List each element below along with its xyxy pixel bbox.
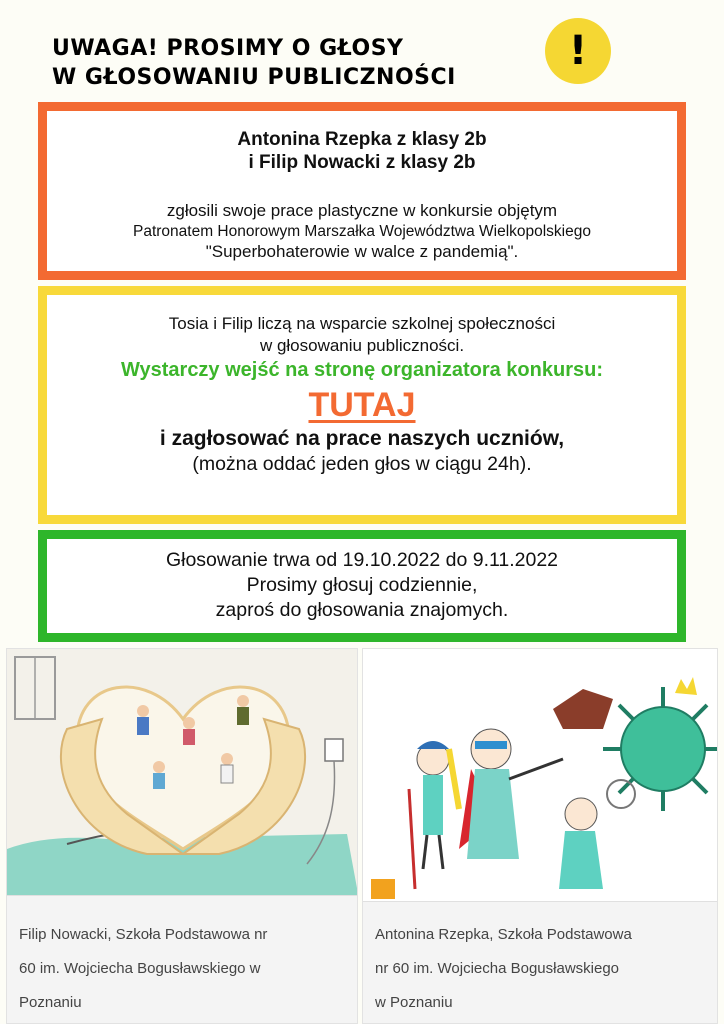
caption-line: Poznaniu	[19, 994, 82, 1011]
caption-line: nr 60 im. Wojciecha Bogusławskiego	[375, 960, 620, 977]
instruction-text: Wystarczy wejść na stronę organizatora konkursu:	[120, 359, 603, 381]
artwork-caption-antonina	[363, 901, 717, 1023]
page-heading	[52, 34, 522, 92]
voting-dates-text: Głosowanie trwa od 19.10.2022 do 9.11.2022	[165, 549, 559, 571]
caption-line: Antonina Rzepka, Szkoła Podstawowa	[375, 926, 632, 943]
heading-line-1: UWAGA! PROSIMY O GŁOSY	[52, 36, 404, 61]
voting-period-box	[38, 530, 686, 642]
drawing-hands-heart-image	[7, 649, 358, 899]
contest-title: "Superbohaterowie w walce z pandemią".	[205, 242, 519, 261]
submission-text: zgłosili swoje prace plastyczne w konkursie objętym	[166, 201, 558, 220]
invite-friends-text: zaproś do głosowania znajomych.	[215, 599, 509, 621]
vote-for-students-text: i zagłosować na prace naszych uczniów,	[159, 427, 565, 450]
caption-line: w Poznaniu	[375, 994, 453, 1011]
vote-link[interactable]: TUTAJ	[308, 386, 416, 424]
voting-info-box	[38, 286, 686, 524]
heading-line-2: W GŁOSOWANIU PUBLICZNOŚCI	[52, 65, 456, 90]
patronage-text: Patronatem Honorowym Marszałka Województwa Wielkopolskiego	[132, 223, 591, 240]
artwork-card-filip	[6, 648, 358, 1024]
public-vote-text: w głosowaniu publiczności.	[259, 336, 465, 355]
artwork-caption-filip	[7, 895, 357, 1023]
support-text: Tosia i Filip liczą na wsparcie szkolnej społeczności	[168, 314, 556, 333]
student-1-line: Antonina Rzepka z klasy 2b	[237, 129, 487, 150]
announcement-box	[38, 102, 686, 280]
student-2-line: i Filip Nowacki z klasy 2b	[248, 152, 476, 173]
caption-line: 60 im. Wojciecha Bogusławskiego w	[19, 960, 261, 977]
caption-line: Filip Nowacki, Szkoła Podstawowa nr	[19, 926, 268, 943]
daily-vote-text: Prosimy głosuj codziennie,	[246, 574, 478, 596]
exclamation-icon: !	[545, 18, 611, 84]
drawing-superheroes-virus-image	[363, 649, 718, 903]
artwork-card-antonina	[362, 648, 718, 1024]
vote-limit-text: (można oddać jeden głos w ciągu 24h).	[192, 453, 532, 475]
